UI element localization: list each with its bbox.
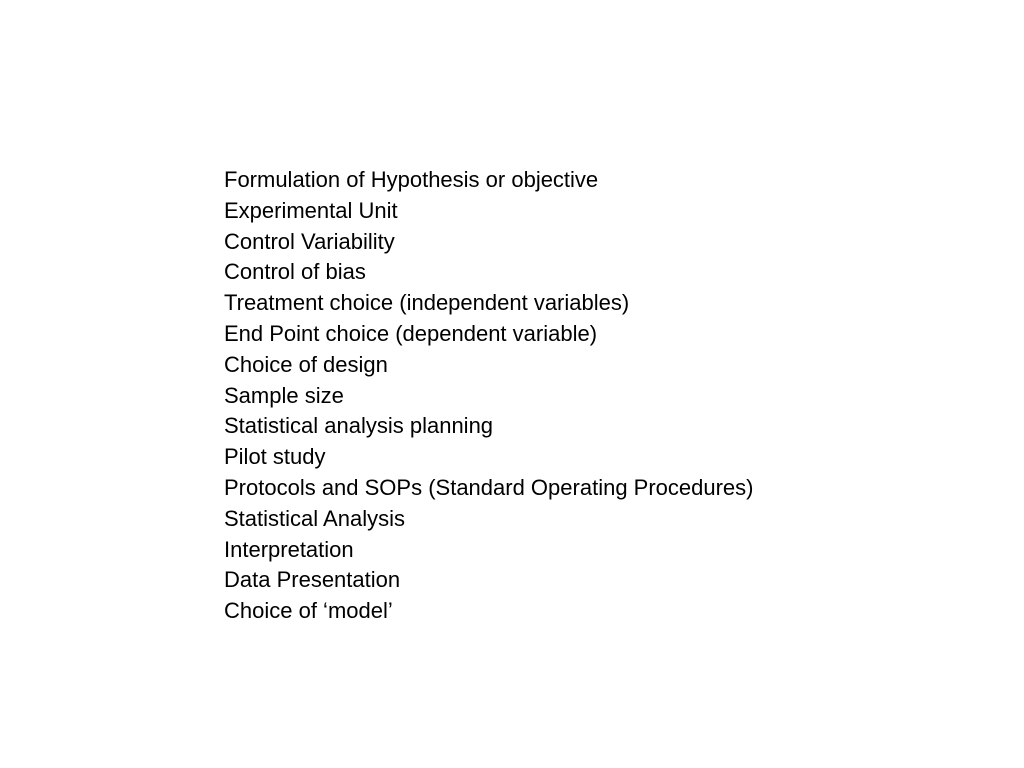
list-item: Treatment choice (independent variables) xyxy=(224,290,630,316)
list-item: Statistical Analysis xyxy=(224,505,405,531)
list-item: Data Presentation xyxy=(224,567,401,593)
list-item: Control of bias xyxy=(224,259,366,285)
list-item: Protocols and SOPs (Standard Operating Procedures) xyxy=(224,474,754,500)
list-item: Choice of design xyxy=(224,351,388,377)
list-item: End Point choice (dependent variable) xyxy=(224,320,598,346)
list-item: Experimental Unit xyxy=(224,197,398,223)
text-list xyxy=(224,165,754,627)
list-item: Choice of ‘model’ xyxy=(224,598,393,624)
list-item: Formulation of Hypothesis or objective xyxy=(224,167,599,192)
list-item: Control Variability xyxy=(224,228,395,254)
list-item: Statistical analysis planning xyxy=(224,413,494,439)
list-item: Sample size xyxy=(224,382,344,408)
list-item: Interpretation xyxy=(224,536,354,562)
list-item: Pilot study xyxy=(224,444,326,470)
